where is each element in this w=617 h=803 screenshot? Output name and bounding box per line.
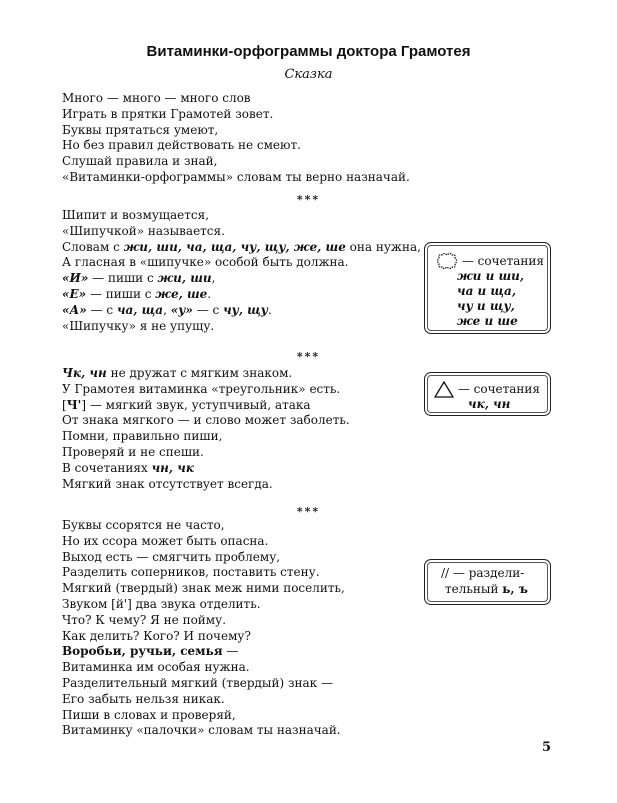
text: .	[267, 302, 272, 317]
note-combinations	[457, 269, 524, 329]
verse-line	[62, 461, 350, 477]
vowel-quote: «Е»	[62, 286, 87, 301]
verse-line: Буквы прятаться умеют,	[62, 122, 219, 137]
page-title: Витаминки-орфограммы доктора Грамотея	[146, 43, 471, 60]
stanza-2	[62, 208, 421, 334]
separator-stars: ***	[296, 505, 321, 518]
page-number: 5	[542, 740, 552, 755]
note-line: чк, чн	[468, 397, 511, 411]
separator-stars: ***	[296, 350, 321, 363]
note-line: ча и ща,	[457, 284, 516, 298]
verse-line: Мягкий знак отсутствует всегда.	[62, 476, 273, 491]
spelling-combinations: ча, ща	[116, 302, 164, 317]
divider-signs: ь, ъ	[502, 582, 528, 596]
verse-line: Пиши в словах и проверяй,	[62, 707, 236, 722]
note-box-divider	[424, 559, 551, 605]
spelling-combinations: чн, чк	[151, 460, 194, 475]
stanza-1	[62, 91, 410, 186]
verse-line: Проверяй и не спеши.	[62, 444, 204, 459]
verse-line: Витаминка им особая нужна.	[62, 660, 250, 675]
triangle-icon	[434, 381, 454, 398]
verse-line: А гласная в «шипучке» особой быть должна.	[62, 255, 349, 270]
text: —	[222, 644, 239, 659]
separator-stars: ***	[296, 193, 321, 206]
text: — пиши с	[88, 271, 158, 286]
note-label: — сочетания	[458, 254, 544, 268]
text: ,	[163, 302, 171, 317]
vowel-quote: «И»	[62, 271, 89, 286]
stanza-3	[62, 366, 350, 492]
stanza-4	[62, 518, 345, 739]
subtitle: Сказка	[284, 67, 333, 82]
text: Словам с	[62, 239, 124, 254]
verse-line: Мягкий (твердый) знак меж ними поселить,	[62, 581, 345, 596]
verse-line: Но их ссора может быть опасна.	[62, 533, 269, 548]
verse-line: Звуком [й'] два звука отделить.	[62, 596, 261, 611]
cloud-icon	[436, 253, 458, 270]
note-line: жи и ши,	[457, 269, 525, 283]
verse-line: Буквы ссорятся не часто,	[62, 518, 225, 532]
verse-line: Его забыть нельзя никак.	[62, 691, 225, 706]
sound-mark: Ч'	[66, 397, 82, 412]
note-line: же и ше	[457, 314, 518, 328]
spelling-combinations: жи, ши, ча, ща, чу, щу, же, ше	[123, 239, 346, 254]
verse-line: Много — много — много слов	[62, 91, 251, 105]
verse-line	[62, 240, 421, 256]
verse-line	[62, 271, 421, 287]
verse-line	[62, 287, 421, 303]
verse-line: Но без правил действовать не смеют.	[62, 138, 301, 153]
verse-line: «Витаминки-орфограммы» словам ты верно назначай.	[62, 169, 410, 184]
text: [	[62, 397, 67, 412]
note-box-triangle	[424, 372, 551, 416]
note-label: — раздели-	[449, 566, 525, 580]
spelling-combinations: Чк, чн	[62, 366, 107, 380]
verse-line: «Шипучкой» называется.	[62, 223, 225, 238]
verse-line: Разделить соперников, поставить стену.	[62, 565, 320, 580]
text: ] — мягкий звук, уступчивый, атака	[81, 397, 311, 412]
vowel-quote: «у»	[170, 302, 193, 317]
verse-line: Выход есть — смягчить проблему,	[62, 549, 281, 564]
text: она нужна,	[345, 239, 421, 254]
spelling-combinations: чу, щу	[223, 302, 268, 317]
verse-line: У Грамотея витаминка «треугольник» есть.	[62, 381, 341, 396]
verse-line: Как делить? Кого? И почему?	[62, 628, 251, 643]
verse-line	[62, 644, 345, 660]
note-label: — сочетания	[454, 382, 540, 396]
text: тельный	[445, 582, 503, 596]
note-line	[445, 582, 528, 597]
verse-line	[62, 398, 350, 414]
verse-line: Играть в прятки Грамотей зовет.	[62, 106, 274, 121]
verse-line	[62, 303, 421, 319]
verse-line: Шипит и возмущается,	[62, 208, 210, 222]
text: .	[207, 286, 212, 301]
text: не дружат с мягким знаком.	[106, 366, 293, 380]
slashes-mark: //	[441, 566, 450, 580]
note-box-header	[436, 253, 544, 270]
text: ,	[211, 271, 216, 286]
note-box-header	[434, 381, 540, 398]
note-box-hissing	[424, 242, 551, 334]
text: — с	[86, 302, 117, 317]
note-box-header	[441, 566, 524, 581]
verse-line: Слушай правила и знай,	[62, 154, 218, 169]
verse-line: Что? К чему? Я не пойму.	[62, 612, 227, 627]
verse-line: Помни, правильно пиши,	[62, 429, 223, 444]
verse-line: Витаминку «палочки» словам ты назначай.	[62, 723, 341, 738]
verse-line	[62, 366, 350, 382]
verse-line: От знака мягкого — и слово может заболеть.	[62, 413, 350, 428]
vowel-quote: «А»	[62, 302, 87, 317]
text: — пиши с	[86, 286, 156, 301]
text: В сочетаниях	[62, 460, 152, 475]
spelling-combinations: же, ше	[155, 286, 208, 301]
note-line: чу и щу,	[457, 299, 515, 313]
text: — с	[192, 302, 224, 317]
spelling-combinations: жи, ши	[157, 271, 212, 286]
verse-line: Разделительный мягкий (твердый) знак —	[62, 675, 333, 690]
example-words: Воробьи, ручьи, семья	[62, 644, 223, 659]
verse-line: «Шипучку» я не упущу.	[62, 318, 215, 333]
